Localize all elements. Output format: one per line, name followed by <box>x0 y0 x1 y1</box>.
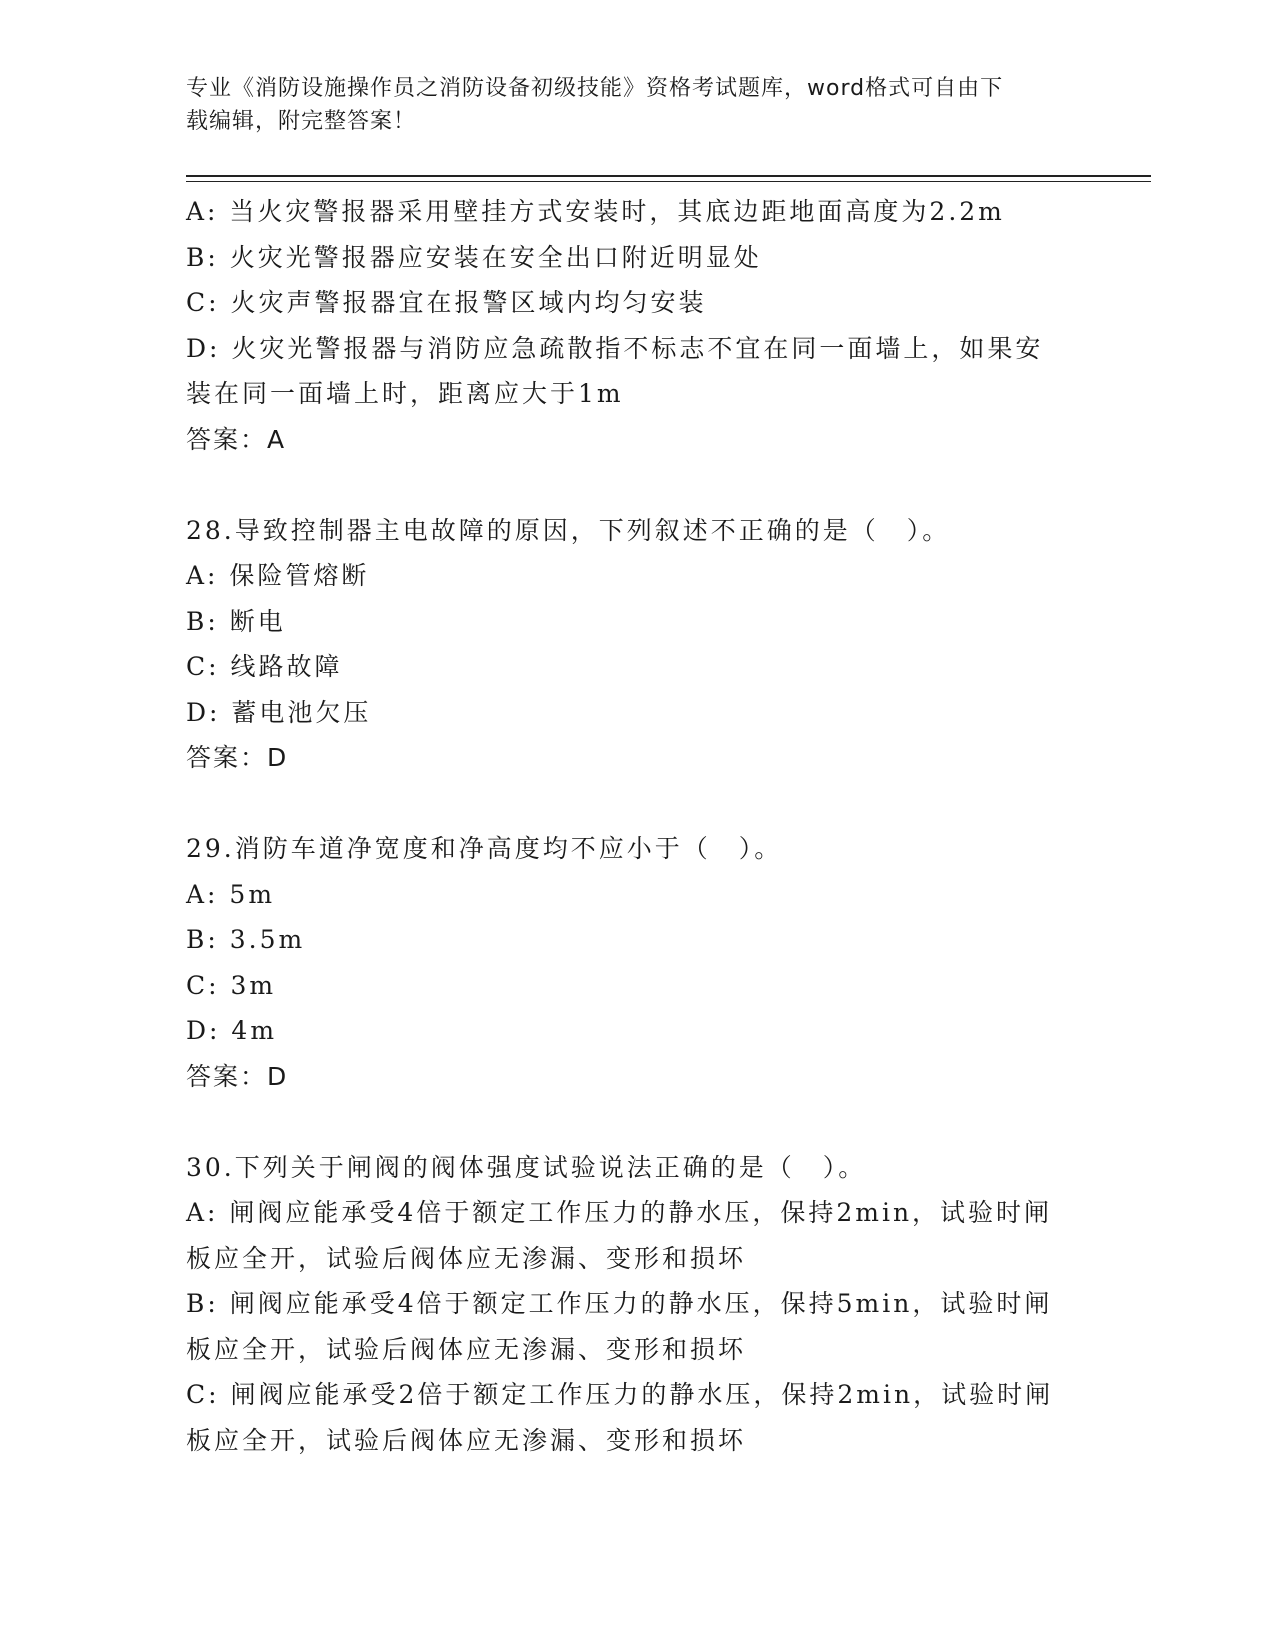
q28-answer: 答案：D <box>186 743 289 772</box>
question-27 <box>186 189 1086 462</box>
q29-option-d: D: 4m <box>186 1016 278 1045</box>
header-divider-thin <box>186 181 1151 182</box>
q30-option-a-line-1: A: 闸阀应能承受4倍于额定工作压力的静水压，保持2min，试验时闸 <box>186 1198 1053 1227</box>
q27-option-a: A: 当火灾警报器采用壁挂方式安装时，其底边距地面高度为2.2m <box>186 197 1005 226</box>
q30-option-c-line-1: C: 闸阀应能承受2倍于额定工作压力的静水压，保持2min，试验时闸 <box>186 1380 1054 1409</box>
q30-option-b-line-1: B: 闸阀应能承受4倍于额定工作压力的静水压，保持5min，试验时闸 <box>186 1289 1053 1318</box>
q30-option-c-line-2: 板应全开，试验后阀体应无渗漏、变形和损坏 <box>186 1425 747 1455</box>
q27-option-c: C: 火灾声警报器宜在报警区域内均匀安装 <box>186 288 707 317</box>
q29-answer: 答案：D <box>186 1061 289 1091</box>
q27-option-d-line-1: D: 火灾光警报器与消防应急疏散指不标志不宜在同一面墙上，如果安 <box>186 333 1044 363</box>
question-30 <box>186 1145 1086 1464</box>
question-28 <box>186 508 1086 781</box>
header-line-1: 专业《消防设施操作员之消防设备初级技能》资格考试题库，word格式可自由下 <box>186 76 1004 101</box>
q27-option-b: B: 火灾光警报器应安装在安全出口附近明显处 <box>186 242 762 272</box>
header-line-2: 载编辑，附完整答案！ <box>186 109 417 134</box>
q29-option-c: C: 3m <box>186 970 277 1000</box>
q28-stem: 28.导致控制器主电故障的原因，下列叙述不正确的是（ ）。 <box>186 515 951 545</box>
document-header <box>186 72 1066 138</box>
question-list <box>186 189 1086 1463</box>
q30-stem: 30.下列关于闸阀的阀体强度试验说法正确的是（ ）。 <box>186 1152 867 1182</box>
q30-option-a-line-2: 板应全开，试验后阀体应无渗漏、变形和损坏 <box>186 1243 747 1273</box>
q28-option-d: D: 蓄电池欠压 <box>186 697 372 727</box>
q29-stem: 29.消防车道净宽度和净高度均不应小于（ ）。 <box>186 834 783 863</box>
q28-option-c: C: 线路故障 <box>186 652 343 681</box>
q28-option-b: B: 断电 <box>186 606 286 636</box>
q30-option-b-line-2: 板应全开，试验后阀体应无渗漏、变形和损坏 <box>186 1334 747 1364</box>
q28-option-a: A: 保险管熔断 <box>186 561 370 590</box>
q29-option-b: B: 3.5m <box>186 925 306 954</box>
header-divider-thick <box>186 175 1151 177</box>
q27-answer: 答案：A <box>186 424 287 454</box>
q29-option-a: A: 5m <box>186 879 276 909</box>
question-29 <box>186 826 1086 1099</box>
q27-option-d-line-2: 装在同一面墙上时，距离应大于1m <box>186 379 624 408</box>
